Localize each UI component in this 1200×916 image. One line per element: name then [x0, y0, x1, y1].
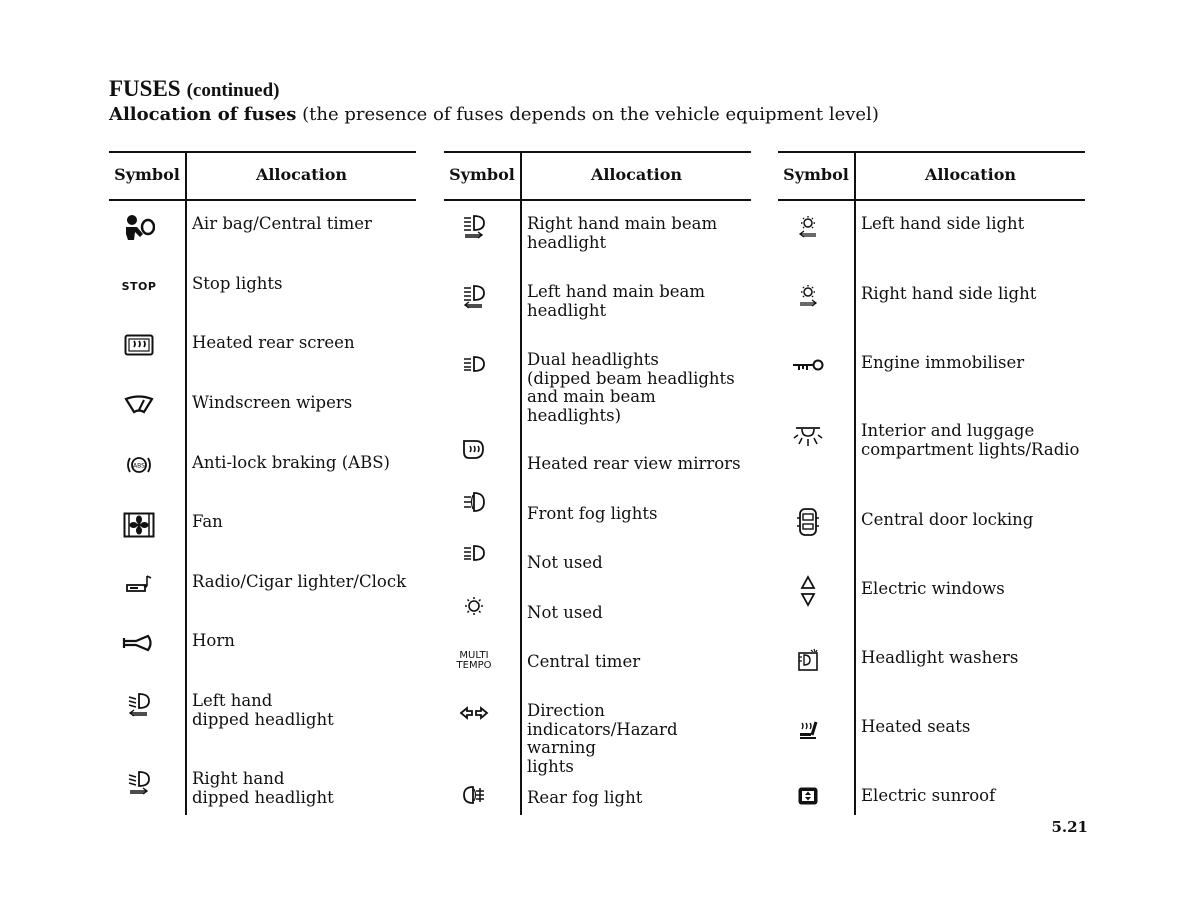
light-icon: [444, 593, 504, 619]
allocation-label: Central timer: [527, 652, 641, 671]
allocation-label: Right hand main beam headlight: [527, 214, 718, 252]
left-main-beam-icon: [444, 283, 504, 311]
allocation-label: Headlight washers: [861, 648, 1019, 667]
right-dipped-headlight-icon: [109, 768, 169, 798]
windscreen-wiper-icon: [109, 392, 169, 418]
allocation-label: Stop lights: [192, 274, 283, 293]
page-number: 5.21: [1051, 818, 1088, 836]
left-side-light-icon: [778, 213, 838, 241]
allocation-label: Interior and luggage compartment lights/Radio: [861, 421, 1080, 459]
key-icon: [778, 352, 838, 378]
fuse-table-3: [778, 151, 1085, 815]
front-fog-icon: [444, 489, 504, 515]
allocation-label: Dual headlights (dipped beam headlights and main beam headlights): [527, 350, 735, 425]
allocation-label: Horn: [192, 631, 235, 650]
table-header-rule: [109, 199, 416, 201]
page-title: [109, 76, 280, 102]
sunroof-icon: [778, 784, 838, 808]
fan-icon: [109, 511, 169, 539]
title-text: FUSES: [109, 76, 181, 101]
allocation-label: Direction indicators/Hazard warning lights: [527, 701, 678, 776]
fuse-table-2: [444, 151, 751, 815]
dual-headlights-icon: [444, 351, 504, 379]
rear-fog-icon: [444, 784, 504, 806]
allocation-label: Front fog lights: [527, 504, 658, 523]
column-divider: [520, 151, 522, 815]
column-divider: [854, 151, 856, 815]
heated-seat-icon: [778, 716, 838, 744]
left-dipped-headlight-icon: [109, 690, 169, 720]
allocation-label: Heated rear view mirrors: [527, 454, 741, 473]
allocation-label: Not used: [527, 603, 603, 622]
radio-icon: [109, 571, 169, 597]
allocation-label: Engine immobiliser: [861, 353, 1025, 372]
symbol-header: Symbol: [783, 165, 849, 184]
subtitle-rest: (the presence of fuses depends on the vehicle equipment level): [302, 104, 879, 125]
multi-tempo-symbol-text: MULTI TEMPO: [456, 650, 492, 671]
horn-icon: [109, 630, 169, 656]
page-subtitle: [109, 104, 879, 125]
fuse-table-1: [109, 151, 416, 815]
allocation-label: Electric windows: [861, 579, 1005, 598]
symbol-header: Symbol: [449, 165, 515, 184]
allocation-label: Left hand dipped headlight: [192, 691, 334, 729]
direction-indicator-icon: [444, 702, 504, 724]
allocation-label: Radio/Cigar lighter/Clock: [192, 572, 407, 591]
heated-mirror-icon: [444, 436, 504, 464]
allocation-label: Right hand dipped headlight: [192, 769, 334, 807]
title-suffix: (continued): [186, 80, 280, 101]
main-beam-icon: [444, 541, 504, 567]
allocation-label: Left hand side light: [861, 214, 1025, 233]
stop-icon: [109, 273, 169, 299]
allocation-label: Electric sunroof: [861, 786, 996, 805]
stop-symbol-text: STOP: [121, 279, 157, 293]
subtitle-bold: Allocation of fuses: [109, 104, 297, 125]
allocation-label: Fan: [192, 512, 223, 531]
headlight-washer-icon: [778, 647, 838, 673]
heated-rear-screen-icon: [109, 332, 169, 358]
allocation-label: Not used: [527, 553, 603, 572]
allocation-label: Air bag/Central timer: [192, 214, 372, 233]
symbol-header: Symbol: [114, 165, 180, 184]
table-top-rule: [109, 151, 416, 153]
electric-window-icon: [778, 574, 838, 608]
allocation-header: Allocation: [590, 165, 683, 184]
interior-light-icon: [778, 422, 838, 452]
multi-tempo-icon: [444, 648, 504, 674]
table-header-rule: [444, 199, 751, 201]
allocation-label: Heated rear screen: [192, 333, 355, 352]
table-top-rule: [778, 151, 1085, 153]
allocation-label: Heated seats: [861, 717, 971, 736]
allocation-label: Right hand side light: [861, 284, 1037, 303]
allocation-label: Rear fog light: [527, 788, 643, 807]
abs-icon: [109, 452, 169, 478]
column-divider: [185, 151, 187, 815]
table-top-rule: [444, 151, 751, 153]
door-lock-icon: [778, 506, 838, 538]
allocation-label: Windscreen wipers: [192, 393, 353, 412]
allocation-header: Allocation: [924, 165, 1017, 184]
airbag-icon: [109, 213, 169, 243]
allocation-label: Anti-lock braking (ABS): [192, 453, 390, 472]
allocation-label: Left hand main beam headlight: [527, 282, 706, 320]
svg-text:ABS: ABS: [133, 462, 145, 470]
right-side-light-icon: [778, 282, 838, 310]
allocation-label: Central door locking: [861, 510, 1034, 529]
allocation-header: Allocation: [255, 165, 348, 184]
right-main-beam-icon: [444, 213, 504, 241]
table-header-rule: [778, 199, 1085, 201]
